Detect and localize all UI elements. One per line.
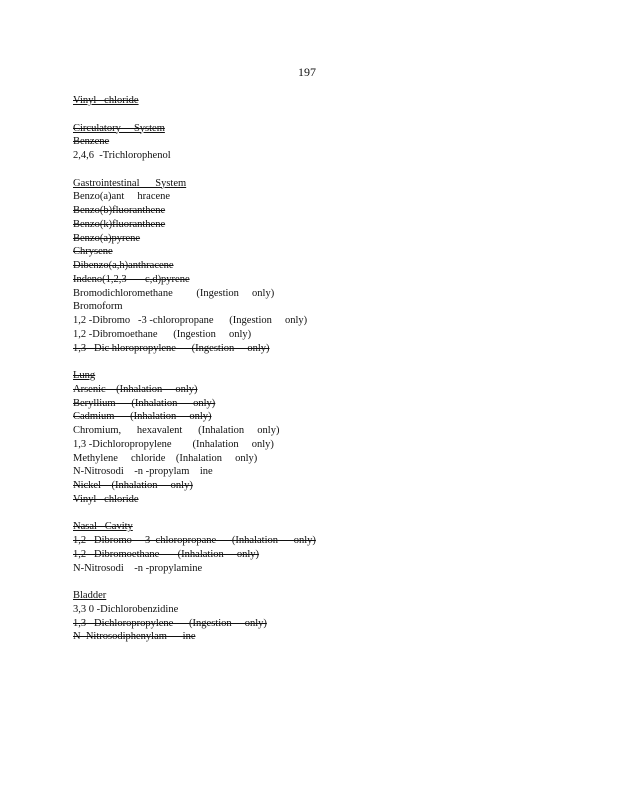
chemical-entry: 1,2 -Dibromo -3 -chloropropane (Ingestion only) [73,315,308,326]
section-spacer [73,108,373,122]
chemical-entry: N-Nitrosodi -n -propylamine [73,562,203,574]
chemical-entry: Benzo(b)fluoranthene [73,205,166,216]
chemical-entry: 2,4,6 -Trichlorophenol [73,150,171,161]
chemical-entry: N-Nitrosodi -n -propylam ine [73,466,213,478]
chemical-entry: Methylene chloride (Inhalation only) [73,452,258,464]
section-heading: Circulatory System [73,122,165,134]
section-heading: Gastrointestinal System [73,177,187,189]
section-heading: Nasal Cavity [73,521,133,533]
section-spacer [73,163,373,177]
chemical-entry: Benzene [73,136,110,148]
section-heading: Vinyl chloride [73,95,139,106]
chemical-entry: 1,3 Dic hloropropylene (Ingestion only) [73,342,270,354]
section-spacer [73,575,373,589]
chemical-entry: 1,3 Dichloropropylene (Ingestion only) [73,617,267,629]
section-heading: Lung [73,370,96,381]
chemical-entry: Dibenzo(a,h)anthracene [73,260,174,271]
chemical-entry: Bromoform [73,301,123,313]
chemical-entry: Benzo(a)ant hracene [73,191,171,203]
chemical-entry: Beryllium (Inhalation only) [73,397,216,409]
chemical-entry: 1,2 Dibromoethane (Inhalation only) [73,548,260,560]
section-heading: Bladder [73,590,107,601]
chemical-entry: Arsenic (Inhalation only) [73,383,198,395]
page-number: 197 [298,65,316,79]
section-spacer [73,355,373,369]
chemical-entry: Vinyl chloride [73,493,139,505]
chemical-entry: Indeno(1,2,3 c,d)pyrene [73,273,190,285]
chemical-entry: 1,2 Dibromo 3 chloropropane (Inhalation only) [73,535,316,546]
chemical-entry: Nickel (Inhalation only) [73,480,193,491]
chemical-entry: Benzo(k)fluoranthene [73,218,166,230]
chemical-entry: Benzo(a)pyrene [73,232,141,244]
chemical-entry: N Nitrosodiphenylam ine [73,631,196,643]
document-body [73,94,373,644]
chemical-entry: 3,3 0 -Dichlorobenzidine [73,603,179,615]
chemical-entry: Cadmium (Inhalation only) [73,411,212,423]
chemical-entry: 1,2 -Dibromoethane (Ingestion only) [73,328,252,340]
section-spacer [73,507,373,521]
chemical-entry: Chrysene [73,246,113,258]
chemical-entry: 1,3 -Dichloropropylene (Inhalation only) [73,438,274,450]
chemical-entry: Bromodichloromethane (Ingestion only) [73,287,275,299]
chemical-entry: Chromium, hexavalent (Inhalation only) [73,425,280,436]
